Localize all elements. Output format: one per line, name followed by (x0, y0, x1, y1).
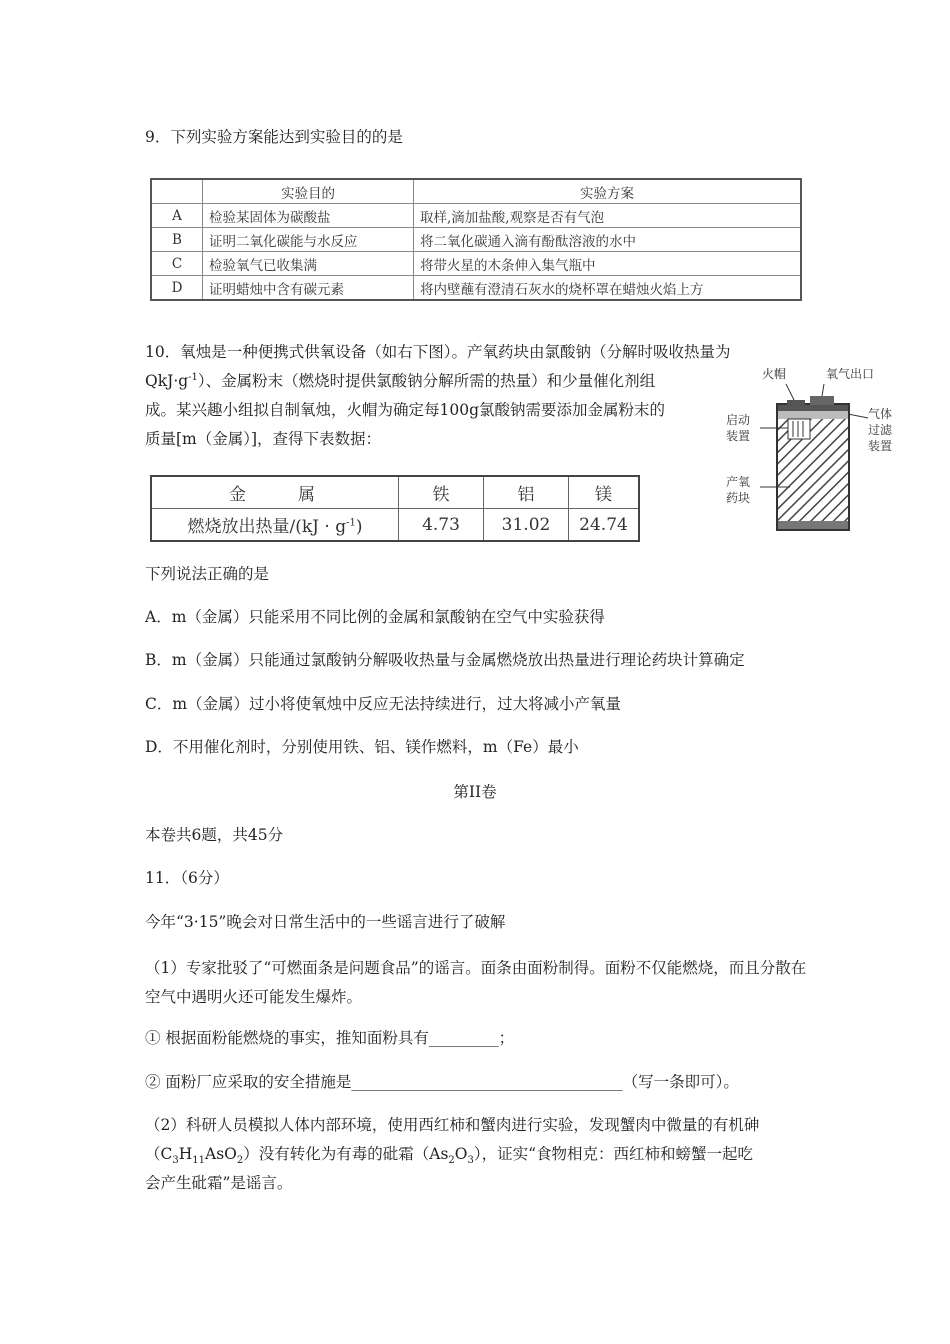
text-run: O (454, 1145, 468, 1163)
oxygen-candle-figure (720, 362, 900, 542)
table-header-cell: 实验目的 (203, 179, 414, 204)
q11-number: 11．（6分） (145, 869, 229, 887)
text-run: ），证实“食物相克：西红柿和螃蟹一起吃 (473, 1145, 754, 1163)
table-cell: 证明蜡烛中含有碳元素 (203, 276, 414, 301)
q10-line3: 成。某兴趣小组拟自制氧烛，火帽为确定每100g氯酸钠需要添加金属粉末的 (145, 401, 666, 419)
table-row (151, 476, 639, 509)
q10-line2-unit: QkJ·g (145, 372, 189, 390)
q10-line2-rest: ）、金属粉末（燃烧时提供氯酸钠分解所需的热量）和少量催化剂组 (197, 372, 656, 390)
q10-option-a: A．m（金属）只能采用不同比例的金属和氯酸钠在空气中实验获得 (145, 608, 605, 626)
table-row (151, 252, 801, 276)
table-header-cell: 镁 (569, 476, 640, 509)
table-cell: 将内壁蘸有澄清石灰水的烧杯罩在蜡烛火焰上方 (414, 276, 802, 301)
table-header-cell: 铁 (399, 476, 484, 509)
q10-question: 下列说法正确的是 (145, 565, 270, 583)
table-cell: 取样,滴加盐酸,观察是否有气泡 (414, 204, 802, 228)
q10-line2-sup: -1 (188, 371, 198, 383)
q10-table (150, 475, 640, 542)
subscript: 2 (236, 1155, 244, 1167)
q11-p2c: 会产生砒霜”是谣言。 (145, 1174, 293, 1192)
table-header-cell (151, 179, 203, 204)
table-cell: 证明二氧化碳能与水反应 (203, 228, 414, 252)
row-label-end: ) (355, 517, 363, 537)
starter-label: 启动 装置 (726, 413, 751, 443)
filter-label: 气体 过滤 装置 (868, 407, 893, 453)
q11-p2a: （2）科研人员模拟人体内部环境，使用西红柿和蟹肉进行实验，发现蟹肉中微量的有机砷 (145, 1116, 760, 1134)
row-label-sup: -1 (346, 517, 356, 529)
q9-table (150, 178, 802, 301)
table-cell: 31.02 (484, 509, 569, 542)
text-run: （C (145, 1145, 173, 1163)
text-run: AsO (205, 1145, 237, 1163)
subscript: 2 (448, 1155, 455, 1167)
subscript: 3 (172, 1155, 179, 1167)
table-cell: B (151, 228, 203, 252)
q11-lead: 今年“3·15”晚会对日常生活中的一些谣言进行了破解 (145, 913, 506, 931)
table-header-row (151, 179, 801, 204)
row-label: 燃烧放出热量/(kJ · g (187, 517, 347, 537)
q10-option-b: B．m（金属）只能通过氯酸钠分解吸收热量与金属燃烧放出热量进行理论药块计算确定 (145, 651, 745, 669)
q11-s2: ② 面粉厂应采取的安全措施是___________________________________（写一条即可）。 (145, 1073, 739, 1091)
table-cell: 24.74 (569, 509, 640, 542)
subscript: 11 (192, 1155, 206, 1167)
table-cell: 4.73 (399, 509, 484, 542)
part2-title: 第II卷 (453, 783, 497, 801)
table-cell: 检验某固体为碳酸盐 (203, 204, 414, 228)
q10-option-d: D．不用催化剂时，分别使用铁、铝、镁作燃料，m（Fe）最小 (145, 738, 579, 756)
table-header-cell: 铝 (484, 476, 569, 509)
table-cell: 将带火星的木条伸入集气瓶中 (414, 252, 802, 276)
q11-s1: ① 根据面粉能燃烧的事实，推知面粉具有_________； (145, 1029, 515, 1047)
table-cell: 检验氧气已收集满 (203, 252, 414, 276)
q9-stem: 9．下列实验方案能达到实验目的的是 (145, 128, 403, 146)
table-row (151, 276, 801, 301)
cap-label: 火帽 (762, 367, 787, 381)
block-label: 产氧 药块 (726, 475, 751, 505)
text-run: H (178, 1145, 193, 1163)
q11-p2b (145, 1143, 753, 1165)
q11-p1: （1）专家批驳了“可燃面条是问题食品”的谣言。面条由面粉制得。面粉不仅能燃烧，而且分散在空气中遇明火还可能发生爆炸。 (145, 959, 807, 1006)
part2-intro: 本卷共6题，共45分 (145, 826, 284, 844)
q10-line4: 质量[m（金属）]，查得下表数据： (145, 430, 382, 448)
table-cell: D (151, 276, 203, 301)
q10-option-c: C．m（金属）过小将使氧烛中反应无法持续进行，过大将减小产氧量 (145, 695, 622, 713)
text-run: ）没有转化为有毒的砒霜（As (243, 1145, 449, 1163)
table-row (151, 509, 639, 542)
q10-line2 (145, 370, 655, 392)
table-row (151, 228, 801, 252)
table-cell (151, 509, 399, 542)
table-header-cell: 金 属 (151, 476, 399, 509)
table-header-cell: 实验方案 (414, 179, 802, 204)
outlet-label: 氧气出口 (826, 367, 875, 381)
table-cell: A (151, 204, 203, 228)
table-cell: C (151, 252, 203, 276)
subscript: 3 (467, 1155, 474, 1167)
table-row (151, 204, 801, 228)
table-cell: 将二氧化碳通入滴有酚酞溶液的水中 (414, 228, 802, 252)
q10-line1: 10．氧烛是一种便携式供氧设备（如右下图）。产氧药块由氯酸钠（分解时吸收热量为 (145, 343, 731, 361)
